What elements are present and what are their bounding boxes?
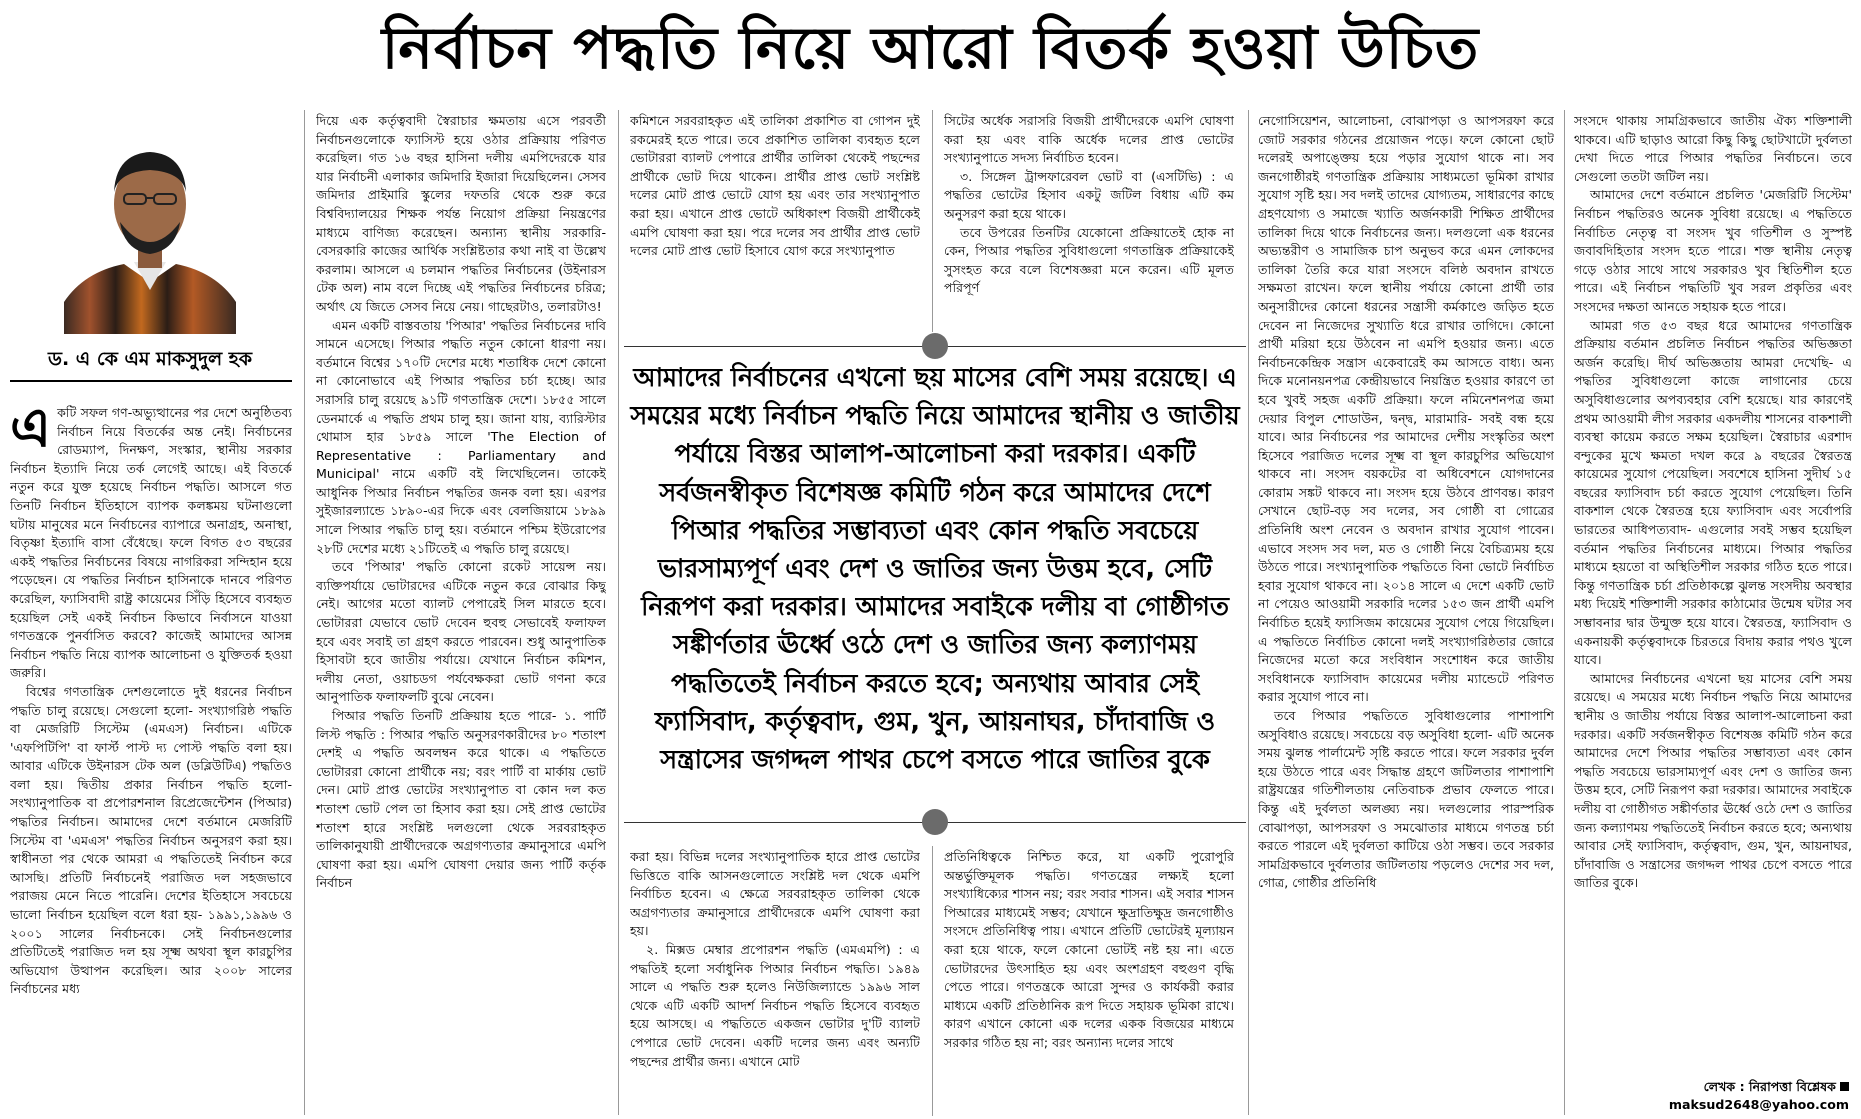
column-2: [316, 112, 606, 1116]
author-signature: [1669, 1078, 1849, 1115]
paragraph: তবে উপরের তিনটির যেকোনো প্রক্রিয়াতেই হোক না কেন, পিআর পদ্ধতির সুবিধাগুলো গণতান্ত্রিক প্রক্রিয়াকেই সুসংহত করে বলে বিশেষজ্ঞরা মনে করেন। এটি মূলত পরিপূর্ণ: [944, 224, 1234, 296]
paragraph: করা হয়। বিভিন্ন দলের সংখ্যানুপাতিক হারে প্রাপ্ত ভোটের ভিত্তিতে বাকি আসনগুলোতে সংশ্লিষ্ট দল থেকে এমপি নির্বাচিত হবেন। এ ক্ষেত্রে সরবরাহকৃত তালিকা থেকে অগ্রগণ্যতার ক্রমানুসারে প্রার্থীদেরকে এমপি ঘোষণা করা হয়।: [630, 849, 920, 939]
author-role: লেখক : নিরাপত্তা বিশ্লেষক: [1703, 1078, 1836, 1094]
paragraph: তবে পিআর পদ্ধতিতে সুবিধাগুলোর পাশাপাশি অসুবিধাও রয়েছে। সবচেয়ে বড় অসুবিধা হলো- এটি অনেক সময় ঝুলন্ত পার্লামেন্ট সৃষ্টি করতে পারে। ফলে সরকার দুর্বল হয়ে উঠতে পারে এবং সিদ্ধান্ত গ্রহণে জটিলতার পাশাপাশি রাষ্ট্রযন্ত্রের গতিশীলতায় নেতিবাচক প্রভাব ফেলতে পারে। কিন্তু এই দুর্বলতা অলঙ্ঘ্য নয়। দলগুলোর পারস্পরিক বোঝাপড়া, আপসরফা ও সমঝোতার মাধ্যমে গণতন্ত্র চর্চা করতে পারলে এই দুর্বলতা কাটিয়ে ওঠা সম্ভব। তবে সরকার সামগ্রিকভাবে দুর্বলতার জটিলতায় পড়লেও দেশের সব দল, গোত্র, গোষ্ঠীর প্রতিনিধি: [1258, 708, 1554, 891]
pullquote-bottom-dot: [922, 809, 948, 835]
paragraph: সংসদে থাকায় সামগ্রিকভাবে জাতীয় ঐক্য শক্তিশালী থাকবে। এটি ছাড়াও আরো কিছু কিছু ছোটখাটো দুর্বলতা দেখা দিতে পারে পিআর পদ্ধতির নির্বাচনে। তবে সেগুলো ততটা জটিল নয়।: [1574, 113, 1852, 184]
column-divider: [618, 110, 619, 1115]
paragraph: আমাদের দেশে বর্তমানে প্রচলিত 'মেজরিটি সিস্টেম' নির্বাচন পদ্ধতিরও অনেক সুবিধা রয়েছে। এ পদ্ধতিতে নির্বাচিত নেতৃত্ব বা সংসদ খুব গতিশীল ও সুস্পষ্ট জবাবদিহিতার সংসদ হতে পারে। শক্ত স্থানীয় নেতৃত্ব গড়ে ওঠার সাথে সাথে সরকারও খুব স্থিতিশীল হতে পারে। এই নির্বাচন পদ্ধতিটি খুব সরল প্রকৃতির এবং সংসদের দক্ষতা আনতে সহায়ক হতে পারে।: [1574, 187, 1852, 314]
paragraph: সিটের অর্ধেক সরাসরি বিজয়ী প্রার্থীদেরকে এমপি ঘোষণা করা হয় এবং বাকি অর্ধেক দলের প্রাপ্ত ভোটের সংখ্যানুপাতে সদস্য নির্বাচিত হবেন।: [944, 113, 1234, 166]
column-divider: [1248, 110, 1249, 1115]
paragraph: দিয়ে এক কর্তৃত্ববাদী স্বৈরাচার ক্ষমতায় এসে পরবর্তী নির্বাচনগুলোকে ফ্যাসিস্ট হয়ে ওঠার প্রক্রিয়ায় পরিণত করেছিল। গত ১৬ বছর হাসিনা দলীয় এমপিদেরকে যার যার নির্বাচনী এলাকার জমিদারি ইজারা দিয়েছিলেন। সেসব জমিদার প্রাইমারি স্কুলের দফতরি থেকে শুরু করে বিশ্ববিদ্যালয়ের শিক্ষক পর্যন্ত নিয়োগ প্রক্রিয়া নিয়ন্ত্রণের মাধ্যমে বাণিজ্য করেছেন। অন্যান্য স্থানীয় সরকারি-বেসরকারি কাজের আর্থিক সংশ্লিষ্টতার কথা নাই বা উল্লেখ করলাম। আসলে এ চলমান পদ্ধতির নির্বাচনের (উইনারস টেক অল) নাম বলে দিচ্ছে এই পদ্ধতির নির্বাচনের চরিত্র; অর্থাৎ যে জিতে সেসব নিয়ে নেয়। গাছেরটাও, তলারটাও!: [316, 113, 606, 314]
paragraph: তবে 'পিআর' পদ্ধতি কোনো রকেট সায়েন্স নয়। ব্যক্তিপর্যায়ে ভোটারদের এটিকে নতুন করে বোঝার কিছু নেই। আগের মতো ব্যালট পেপারেই সিল মারতে হবে। ভোটাররা যেভাবে ভোট দেবেন হুবহু সেভাবেই ফলাফল হবে এবং সবাই তা গ্রহণ করতে পারবেন। শুধু আনুপাতিক হিসাবটা হবে জাতীয় পর্যায়ে। যেখানে নির্বাচন কমিশন, দলীয় নেতা, ওয়াচডগ পর্যবেক্ষকরা ভোট গণনা করে আনুপাতিক ফলাফলটি বুঝে নেবেন।: [316, 559, 606, 705]
author-name: ড. এ কে এম মাকসুদুল হক: [47, 348, 253, 370]
headline: নির্বাচন পদ্ধতি নিয়ে আরো বিতর্ক হওয়া উচিত: [381, 14, 1480, 82]
column-4-bottom: [944, 848, 1234, 1116]
paragraph: এমন একটি বাস্তবতায় 'পিআর' পদ্ধতির নির্বাচনের দাবি সামনে এসেছে। পিআর পদ্ধতি নতুন কোনো ধারণা নয়। বর্তমানে বিশ্বের ১৭০টি দেশের মধ্যে শতাধিক দেশে কোনো না কোনোভাবে এই পিআর পদ্ধতির চর্চা হচ্ছে। আর সরাসরি চালু রয়েছে ৯১টি গণতান্ত্রিক দেশে। ১৮৫৫ সালে ডেনমার্কে এ পদ্ধতি প্রথম চালু হয়। জানা যায়, ব্যারিস্টার থোমাস হার ১৮৫৯ সালে 'The Election of Representative : Parliamentary and Municipal' নামে একটি বই লিখেছিলেন। তাকেই আধুনিক পিআর নির্বাচন পদ্ধতির জনক বলা হয়। এরপর সুইজারল্যান্ডে ১৮৯০-এর দিকে এবং বেলজিয়ামে ১৮৯৯ সালে পিআর পদ্ধতি চালু হয়। বর্তমানে পশ্চিম ইউরোপের ২৮টি দেশের মধ্যে ২১টিতেই এ পদ্ধতি চালু রয়েছে।: [316, 317, 606, 556]
column-divider: [1564, 110, 1565, 1115]
pullquote-top-dot: [922, 333, 948, 359]
paragraph: বিশ্বের গণতান্ত্রিক দেশগুলোতে দুই ধরনের নির্বাচন পদ্ধতি চালু রয়েছে। সেগুলো হলো- সংখ্যাগরিষ্ঠ পদ্ধতি বা মেজরিটি সিস্টেম (এমএস) নির্বাচন। এটিকে 'এফপিটিপি' বা ফার্স্ট পাস্ট দ্য পোস্ট পদ্ধতি বলা হয়। আবার এটিকে উইনারস টেক অল (ডব্লিউটিএ) পদ্ধতিও বলা হয়। দ্বিতীয় প্রকার নির্বাচন পদ্ধতি হলো- সংখ্যানুপাতিক বা প্রপোরশনাল রিপ্রেজেন্টেশন (পিআর) পদ্ধতির নির্বাচন। আমাদের দেশে বর্তমানে মেজরিটি সিস্টেম বা 'এমএস' পদ্ধতির নির্বাচন অনুসরণ করা হয়। স্বাধীনতা পর থেকে আমরা এ পদ্ধতিতেই নির্বাচন করে আসছি। প্রতিটি নির্বাচনেই পরাজিত দল সহজভাবে পরাজয় মেনে নিতে পারেনি। দেশের ইতিহাসে সবচেয়ে ভালো নির্বাচন হয়েছিল বলে ধরা হয়- ১৯৯১,১৯৯৬ ও ২০০১ সালের নির্বাচনকে। সেই নির্বাচনগুলোর প্রতিটিতেই পরাজিত দল হয় সূক্ষ্ম অথবা স্থূল কারচুপির অভিযোগ উত্থাপন করেছিল। আর ২০০৮ সালের নির্বাচনের মধ্য: [10, 683, 292, 997]
paragraph: একটি সফল গণ-অভ্যুত্থানের পর দেশে অনুষ্ঠিতব্য নির্বাচন নিয়ে বিতর্কের অন্ত নেই। নির্বাচনের রোডম্যাপ, দিনক্ষণ, সংস্কার, স্থানীয় সরকার নির্বাচন ইত্যাদি নিয়ে তর্ক লেগেই আছে। এই বিতর্কে নতুন করে যুক্ত হয়েছে নির্বাচন পদ্ধতি। আসলে গত তিনটি নির্বাচন ইতিহাসে ব্যাপক কলঙ্কময় ঘটনাগুলো ঘটায় মানুষের মনে নির্বাচনের ব্যাপারে অনাগ্রহ, অনাস্থা, বিতৃষ্ণা ইত্যাদি বাসা বেঁধেছে। ফলে বিগত ৫৩ বছরের একই পদ্ধতির নির্বাচনের বিষয়ে নাগরিকরা সন্দিহান হয়ে পড়েছেন। যে পদ্ধতির নির্বাচন হাসিনাকে দানবে পরিণত করেছিল, ফ্যাসিবাদী রাষ্ট্র কায়েমের সিঁড়ি হিসেবে ব্যবহৃত হয়েছিল সেই একই নির্বাচন কিভাবে নির্বাসনে যাওয়া গণতন্ত্রকে পুনর্বাসিত করবে? কাজেই আমাদের আসন্ন নির্বাচন পদ্ধতি নিয়ে ব্যাপক আলোচনা ও যুক্তিতর্ক হওয়া জরুরি।: [10, 404, 292, 681]
column-divider: [304, 110, 305, 1115]
column-4-top: [944, 112, 1234, 330]
paragraph: পিআর পদ্ধতি তিনটি প্রক্রিয়ায় হতে পারে- ১. পার্টি লিস্ট পদ্ধতি : পিআর পদ্ধতি অনুসরণকারীদের ৮০ শতাংশ দেশই এ পদ্ধতি অবলম্বন করে থাকে। এ পদ্ধতিতে ভোটাররা কোনো প্রার্থীকে নয়; বরং পার্টি বা মার্কায় ভোট দেন। মোট প্রাপ্ত ভোটের সংখ্যানুপাত বা কোন দল কত শতাংশ ভোট পেল তা হিসাব করা হয়। সেই প্রাপ্ত ভোটের শতাংশ হারে সংশ্লিষ্ট দলগুলো থেকে সরবরাহকৃত তালিকানুযায়ী প্রার্থীদেরকে অগ্রগণ্যতার ক্রমানুসারে এমপি ঘোষণা করা হয়। এমপি ঘোষণা দেয়ার জন্য পার্টি কর্তৃক নির্বাচন: [316, 708, 606, 891]
end-mark-icon: [1840, 1082, 1849, 1091]
pullquote: আমাদের নির্বাচনের এখনো ছয় মাসের বেশি সময় রয়েছে। এ সময়ের মধ্যে নির্বাচন পদ্ধতি নিয়ে আমাদের স্থানীয় ও জাতীয় পর্যায়ে বিস্তর আলাপ-আলোচনা করা দরকার। একটি সর্বজনস্বীকৃত বিশেষজ্ঞ কমিটি গঠন করে আমাদের দেশে পিআর পদ্ধতির সম্ভাব্যতা এবং কোন পদ্ধতি সবচেয়ে ভারসাম্যপূর্ণ এবং দেশ ও জাতির জন্য উত্তম হবে, সেটি নিরূপণ করা দরকার। আমাদের সবাইকে দলীয় বা গোষ্ঠীগত সঙ্কীর্ণতার ঊর্ধ্বে ওঠে দেশ ও জাতির জন্য কল্যাণময় পদ্ধতিতেই নির্বাচন করতে হবে; অন্যথায় আবার সেই ফ্যাসিবাদ, কর্তৃত্ববাদ, গুম, খুন, আয়নাঘর, চাঁদাবাজি ও সন্ত্রাসের জগদ্দল পাথর চেপে বসতে পারে জাতির বুকে: [630, 362, 1240, 775]
paragraph: প্রতিনিধিত্বকে নিশ্চিত করে, যা একটি পুরোপুরি অন্তর্ভুক্তিমূলক পদ্ধতি। গণতন্ত্রের লক্ষ্যই হলো সংখ্যাধিক্যের শাসন নয়; বরং সবার শাসন। এই সবার শাসন পিআরের মাধ্যমেই সম্ভব; যেখানে ক্ষুদ্রাতিক্ষুদ্র জনগোষ্ঠীও সংসদে প্রতিনিধিত্ব পায়। এখানে প্রতিটি ভোটেরই মূল্যায়ন করা হয়ে থাকে, ফলে কোনো ভোটই নষ্ট হয় না। এতে ভোটারদের উৎসাহিত হয় এবং অংশগ্রহণ বহুগুণ বৃদ্ধি পেতে পারে। গণতন্ত্রকে আরো সুন্দর ও কার্যকরী করার মাধ্যমে একটি প্রতিষ্ঠানিক রূপ দিতে সহায়ক ভূমিকা রাখে। কারণ এখানে কোনো এক দলের একক বিজয়ের মাধ্যমে সরকার গঠিত হয় না; বরং অন্যান্য দলের সাথে: [944, 849, 1234, 1050]
paragraph: কমিশনে সরবরাহকৃত এই তালিকা প্রকাশিত বা গোপন দুই রকমেরই হতে পারে। তবে প্রকাশিত তালিকা ব্যবহৃত হলে ভোটাররা ব্যালট পেপারে প্রার্থীর তালিকা থেকেই পছন্দের প্রার্থীকে ভোট দিয়ে থাকেন। প্রার্থীর প্রাপ্ত ভোট সংশ্লিষ্ট দলের মোট প্রাপ্ত ভোটে যোগ হয় এবং তার সংখ্যানুপাত করা হয়। এখানে প্রাপ্ত ভোটে অধিকাংশ বিজয়ী প্রার্থীকেই এমপি ঘোষণা করা হয়। পরে দলের সব প্রার্থীর প্রাপ্ত ভোট দলের মোট প্রাপ্ত ভোট হিসাবে যোগ করে সংখ্যানুপাত: [630, 113, 920, 259]
paragraph: ৩. সিঙ্গেল ট্রান্সফারেবল ভোট বা (এসটিভি) : এ পদ্ধতির ভোটের হিসাব একটু জটিল বিধায় এটি কম অনুসরণ করা হয়ে থাকে।: [944, 168, 1234, 221]
column-5: [1258, 112, 1554, 1116]
column-1: [10, 404, 292, 1116]
dropcap: এ: [10, 404, 52, 459]
column-divider: [932, 846, 933, 1116]
column-3-top: [630, 112, 920, 330]
column-divider: [932, 110, 933, 332]
paragraph: ২. মিক্সড মেম্বার প্রপোরশন পদ্ধতি (এমএমপি) : এ পদ্ধতিই হলো সর্বাধুনিক পিআর নির্বাচন পদ্ধতি। ১৯৪৯ সালে এ পদ্ধতি শুরু হলেও নিউজিল্যান্ডে ১৯৯৬ সাল থেকে এটি একটি আদর্শ নির্বাচন পদ্ধতি হিসেবে ব্যবহৃত হয়ে আসছে। এ পদ্ধতিতে একজন ভোটার দু'টি ব্যালট পেপারে ভোট দেবেন। একটি দলের জন্য এবং অন্যটি পছন্দের প্রার্থীর জন্য। এখানে মোট: [630, 941, 920, 1069]
author-portrait-icon: [64, 132, 236, 334]
author-email: maksud2648@yahoo.com: [1668, 1097, 1849, 1113]
paragraph: আমাদের নির্বাচনের এখনো ছয় মাসের বেশি সময় রয়েছে। এ সময়ের মধ্যে নির্বাচন পদ্ধতি নিয়ে আমাদের স্থানীয় ও জাতীয় পর্যায়ে বিস্তর আলাপ-আলোচনা করা দরকার। একটি সর্বজনস্বীকৃত বিশেষজ্ঞ কমিটি গঠন করে আমাদের দেশে পিআর পদ্ধতির সম্ভাব্যতা এবং কোন পদ্ধতি সবচেয়ে ভারসাম্যপূর্ণ এবং দেশ ও জাতির জন্য উত্তম হবে, সেটি নিরূপণ করা দরকার। আমাদের সবাইকে দলীয় বা গোষ্ঠীগত সঙ্কীর্ণতার ঊর্ধ্বে ওঠে দেশ ও জাতির জন্য কল্যাণময় পদ্ধতিতেই নির্বাচন করতে হবে; অন্যথায় আবার সেই ফ্যাসিবাদ, কর্তৃত্ববাদ, গুম, খুন, আয়নাঘর, চাঁদাবাজি ও সন্ত্রাসের জগদ্দল পাথর চেপে বসতে পারে জাতির বুকে।: [1574, 670, 1852, 891]
byline-divider: [10, 380, 292, 382]
author-photo: [64, 132, 236, 334]
paragraph: নেগোসিয়েশন, আলোচনা, বোঝাপড়া ও আপসরফা করে জোট সরকার গঠনের প্রয়োজন পড়ে। ফলে কোনো ছোট দলেরই অপাঙ্ক্তেয় হয়ে পড়ার সুযোগ থাকে না। সব জনগোষ্ঠীরই গণতান্ত্রিক প্রক্রিয়ায় সাধ্যমতো ভূমিকা রাখার সুযোগ সৃষ্টি হয়। সব দলই তাদের যোগ্যতম, সাধারণের কাছে গ্রহণযোগ্য ও সমাজে খ্যাতি অর্জনকারী শিক্ষিত প্রার্থীদের তালিকা দিয়ে থাকে নির্বাচনের জন্য। দলগুলো এক ধরনের অভ্যন্তরীণ ও সামাজিক চাপ অনুভব করে এমন লোকদের তালিকা তৈরি করে যারা সংসদে বলিষ্ঠ অবদান রাখতে সক্ষমতা রাখেন। ফলে স্থানীয় পর্যায়ে কোনো প্রার্থী তার অনুসারীদের কোনো ধরনের সন্ত্রাসী কর্মকাণ্ডে জড়িত হতে দেবেন না নিজেদের সুখ্যাতি ধরে রাখার তাগিদে। কোনো প্রার্থী মরিয়া হয়ে উঠবেন না এমপি হওয়ার জন্য। এতে নির্বাচনকেন্দ্রিক সন্ত্রাস একেবারেই কম আসতে বাধ্য। অন্য দিকে মনোনয়নপত্র কেন্দ্রীয়ভাবে নিয়ন্ত্রিত হওয়ার কারণে তা হবে খুবই সহজ একটি প্রক্রিয়া। ফলে নমিনেশনপত্র জমা দেয়ার বিপুল শোডাউন, দ্বন্দ্ব, মারামারি- সবই বন্ধ হয়ে যাবে। আর নির্বাচনের পর আমাদের দেশীয় সংস্কৃতির অংশ হিসেবে পরাজিত দলের সূক্ষ্ম বা স্থূল কারচুপির অভিযোগ থাকবে না। সংসদ বয়কটের বা অধিবেশনে যোগদানের কোরাম সঙ্কট থাকবে না। সংসদ হয়ে উঠবে প্রাণবন্ত। কারণ সেখানে ছোট-বড় সব দলের, সব গোষ্ঠী বা গোত্রের প্রতিনিধি অংশ নেবেন ও অবদান রাখার সুযোগ পাবেন। এভাবে সংসদ সব দল, মত ও গোষ্ঠী নিয়ে বৈচিত্র্যময় হয়ে উঠতে পারে। সংখ্যানুপাতিক পদ্ধতিতে বিনা ভোটে নির্বাচিত হবার সুযোগ থাকবে না। ২০১৪ সালে এ দেশে একটি ভোট না পেয়েও আওয়ামী সরকারি দলের ১৫৩ জন প্রার্থী এমপি নির্বাচিত হয়েই ফ্যাসিজম কায়েমের সুযোগ পেয়ে গিয়েছিল। এ পদ্ধতিতে নির্বাচিত কোনো দলই সংখ্যাগরিষ্ঠতার জোরে নিজেদের মতো করে সংবিধান সংশোধন করে জাতীয় সংবিধানকে ফ্যাসিবাদ কায়েমের দলীয় ম্যান্ডেটে পরিণত করার সুযোগ পাবে না।: [1258, 113, 1554, 705]
column-6: [1574, 112, 1852, 1072]
column-3-bottom: [630, 848, 920, 1116]
paragraph: আমরা গত ৫৩ বছর ধরে আমাদের গণতান্ত্রিক প্রক্রিয়ায় বর্তমান প্রচলিত নির্বাচন পদ্ধতির অভিজ্ঞতা অর্জন করেছি। দীর্ঘ অভিজ্ঞতায় আমরা দেখেছি- এ পদ্ধতির সুবিধাগুলো কাজে লাগানোর চেয়ে অসুবিধাগুলোর অপব্যবহার বেশি হয়েছে। যার কারণেই প্রথম আওয়ামী লীগ সরকার একদলীয় শাসনের বাকশালী ব্যবস্থা কায়েম করতে সক্ষম হয়েছিল। স্বৈরাচার এরশাদ বন্দুকের মুখে ক্ষমতা দখল করে ৯ বছরের স্বৈরতন্ত্র কায়েমের সুযোগ পেয়েছিল। সবশেষে হাসিনা সুদীর্ঘ ১৫ বছরের ফ্যাসিবাদ চর্চা করতে সুযোগ পেয়েছিল। তিনি বাকশাল থেকে স্বৈরতন্ত্র হয়ে ফ্যাসিবাদ এবং সর্বোপরি ভারতের আধিপত্যবাদ- এগুলোর সবই সম্ভব হয়েছিল বর্তমান পদ্ধতির নির্বাচনের মাধ্যমে। পিআর পদ্ধতির মাধ্যমে হয়তো বা অস্থিতিশীল সরকার গঠিত হতে পারে। কিন্তু গণতান্ত্রিক চর্চা প্রতিষ্ঠাকল্পে ঝুলন্ত সংসদীয় অবস্থার মধ্য দিয়েই শক্তিশালী সরকার কাঠামোর উন্মেষ ঘটার সব সম্ভাবনার দ্বার উন্মুক্ত হয়ে যাবে। স্বৈরতন্ত্র, ফ্যাসিবাদ ও একনায়কী কর্তৃত্ববাদকে চিরতরে বিদায় করার পথও খুলে যাবে।: [1574, 317, 1852, 668]
